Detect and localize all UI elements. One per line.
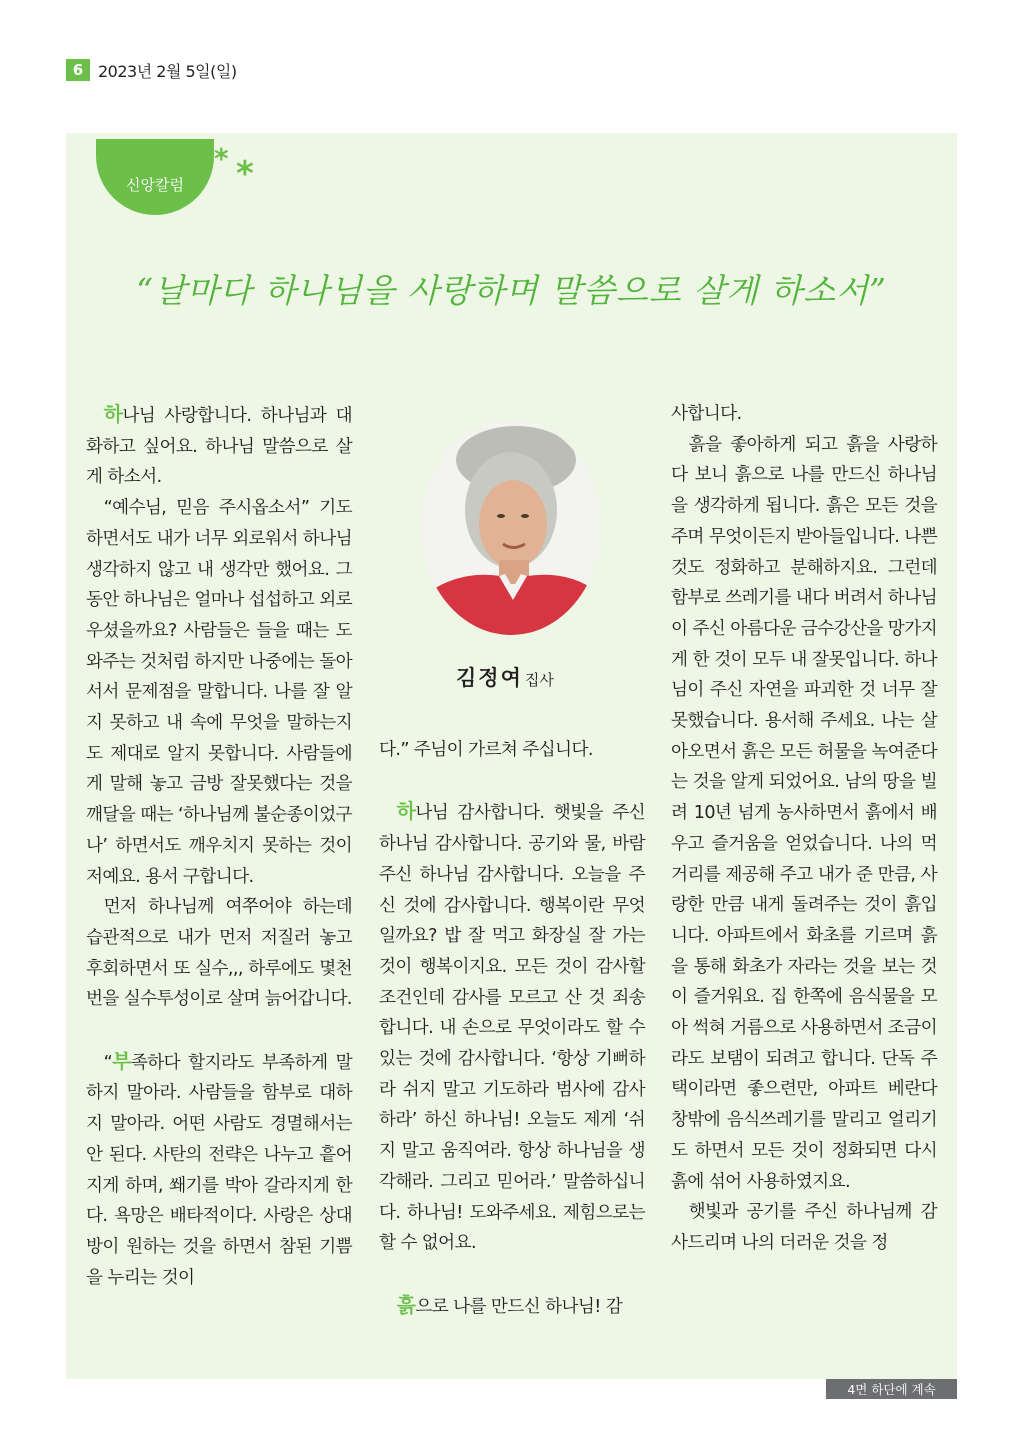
drop-initial: 하	[103, 402, 123, 426]
paragraph: 흙을 좋아하게 되고 흙을 사랑하다 보니 흙으로 나를 만드신 하나님을 생각하게 됩니다. 흙은 모든 것을 주며 무엇이든지 받아들입니다. 나쁜 것도 정화하고 분해하지요. 그런데 함부로 쓰레기를 내다 버려서 하나님이 주신 아름다운 금수강산을 망가지게 한 것이 모두 내 잘못입니다. 하나님이 주신 자연을 파괴한 것 너무 잘못했습니다. 용서해 주세요. 나는 살아오면서 흙은 모든 허물을 녹여준다는 것을 알게 되었어요. 남의 땅을 빌려 10년 넘게 농사하면서 흙에서 배우고 즐거움을 얻었습니다. 나의 먹거리를 제공해 주고 내가 준 만큼, 사랑한 만큼 내게 돌려주는 것이 흙입니다. 아파트에서 화초를 기르며 흙을 통해 화초가 자라는 것을 보는 것이 즐거워요. 집 한쪽에 음식물을 모아 썩혀 거름으로 사용하면서 조금이라도 보탬이 되려고 합니다. 단독 주택이라면 좋으련만, 아파트 베란다 창밖에 음식쓰레기를 말리고 얼리기도 하면서 모든 것이 정화되면 다시 흙에 섞어 사용하였지요.	[671, 434, 937, 1192]
drop-initial: 부	[112, 1048, 131, 1073]
paragraph: 사합니다.	[671, 404, 742, 424]
portrait-image	[421, 420, 601, 635]
issue-date: 2023년 2월 5일(일)	[98, 61, 237, 81]
author-byline	[456, 662, 554, 692]
paragraph: 먼저 하나님께 여쭈어야 하는데 습관적으로 내가 먼저 저질러 놓고 후회하면서 또 실수,,, 하루에도 몇천 번을 실수투성이로 살며 늙어갑니다.	[86, 897, 352, 1010]
paragraph: 다.” 주님이 가르쳐 주십니다.	[379, 740, 593, 760]
drop-initial: 흙	[396, 1292, 416, 1317]
article-title: “날마다 하나님을 사랑하며 말씀으로 살게 하소서”	[136, 271, 887, 310]
author-name: 김정여	[456, 666, 523, 690]
paragraph: 햇빛과 공기를 주신 하나님께 감사드리며 나의 더러운 것을 정	[671, 1202, 937, 1253]
author-photo	[421, 420, 601, 635]
drop-initial: 하	[396, 799, 416, 824]
page-number: 6	[66, 59, 90, 81]
text-column-3	[671, 399, 937, 1259]
star-icon: *	[214, 142, 229, 175]
continued-note: 4면 하단에 계속	[826, 1379, 957, 1399]
column-panel	[66, 133, 957, 1379]
paragraph: 하나님 감사합니다. 햇빛을 주신 하나님 감사합니다. 공기와 물, 바람 주신 하나님 감사합니다. 오늘을 주신 것에 감사합니다. 행복이란 무엇일까요? 밥 잘 먹고 화장실 잘 가는 것이 행복이지요. 모든 것이 감사할 조건인데 감사를 모르고 산 것 죄송합니다. 내 손으로 무엇이라도 할 수 있는 것에 감사합니다. ‘항상 기뻐하라 쉬지 말고 기도하라 범사에 감사하라’ 하신 하나님! 오늘도 제게 ‘쉬지 말고 움직여라. 항상 하나님을 생각해라. 그리고 믿어라.’ 말씀하십니다. 하나님! 도와주세요. 제힘으로는 할 수 없어요.	[379, 799, 645, 1254]
paragraph: 하나님 사랑합니다. 하나님과 대화하고 싶어요. 하나님 말씀으로 살게 하소서.	[86, 402, 352, 488]
paragraph: “부족하다 할지라도 부족하게 말하지 말아라. 사람들을 함부로 대하지 말아라. 어떤 사람도 경멸해서는 안 된다. 사탄의 전략은 나누고 흩어지게 하며, 쐐기를 박아 갈라지게 한다. 욕망은 배타적이다. 사랑은 상대방이 원하는 것을 하면서 참된 기쁨을 누리는 것이	[86, 1048, 352, 1288]
paragraph: 흙으로 나를 만드신 하나님! 감	[396, 1292, 623, 1317]
text-column-1	[86, 399, 352, 1293]
author-role: 집사	[524, 671, 554, 689]
star-icon: *	[236, 154, 254, 194]
section-badge	[96, 139, 214, 215]
page-header	[66, 58, 237, 82]
paragraph: “예수님, 믿음 주시옵소서” 기도하면서도 내가 너무 외로워서 하나님 생각하지 않고 내 생각만 했어요. 그동안 하나님은 얼마나 섭섭하고 외로우셨을까요? 사람들은 들을 때는 도와주는 것처럼 하지만 나중에는 돌아서서 문제점을 말합니다. 나를 잘 알지 못하고 내 속에 무엇을 말하는지도 제대로 알지 못합니다. 사람들에게 말해 놓고 금방 잘못했다는 것을 깨달을 때는 ‘하나님께 불순종이었구나’ 하면서도 깨우치지 못하는 것이 저예요. 용서 구합니다.	[86, 498, 352, 887]
section-label: 신앙칼럼	[126, 176, 184, 194]
text-column-2	[379, 735, 645, 1322]
